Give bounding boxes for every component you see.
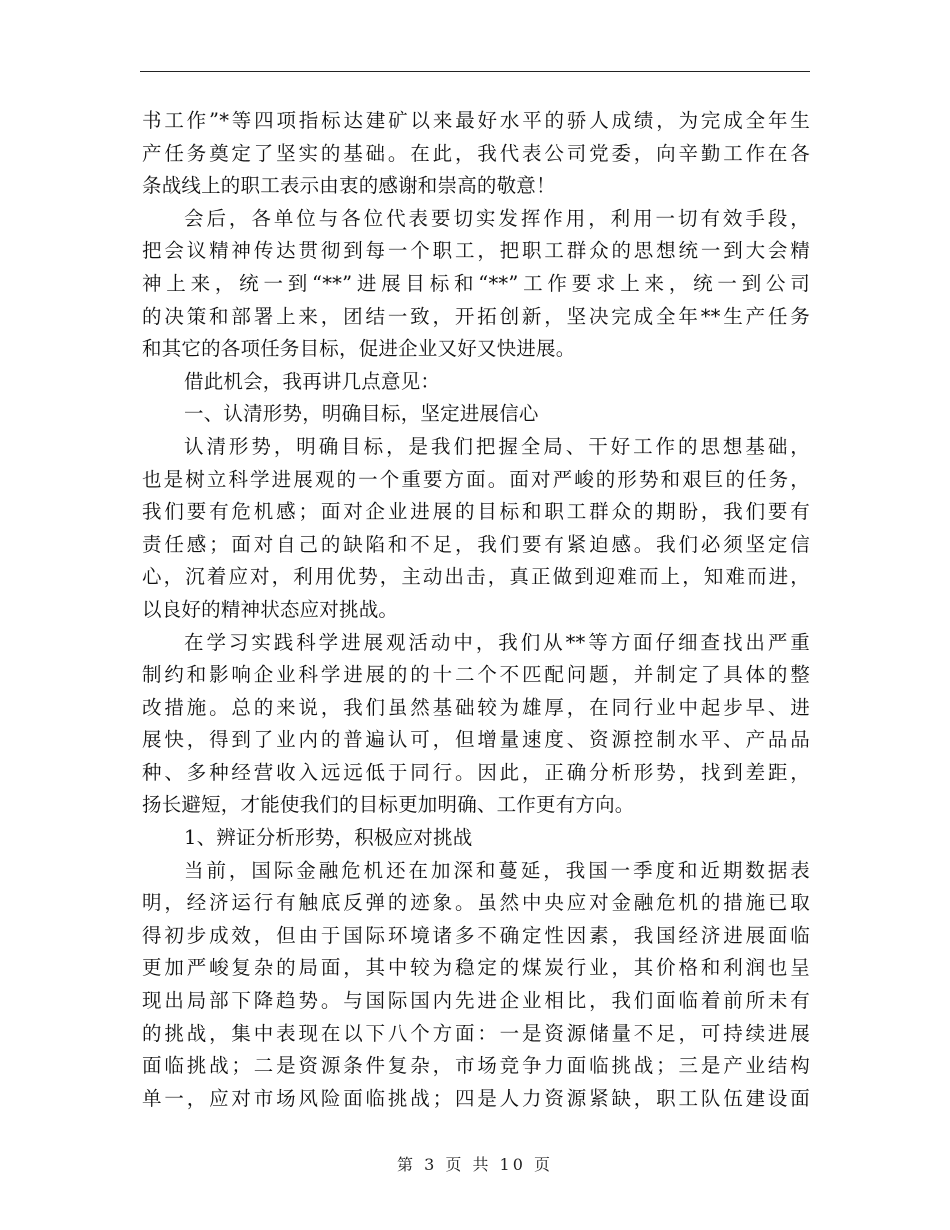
text-line: 在学习实践科学进展观活动中，我们从**等方面仔细查找出严重 <box>184 630 810 654</box>
text-line: 我们要有危机感；面对企业进展的目标和职工群众的期盼，我们要有 <box>142 500 810 524</box>
subsection-heading <box>142 822 810 855</box>
text-line: 条战线上的职工表示由衷的感谢和崇高的敬意！ <box>142 174 556 198</box>
text-line: 心，沉着应对，利用优势，主动出击，真正做到迎难而上，知难而进， <box>142 565 810 589</box>
paragraph <box>142 855 810 1116</box>
paragraph <box>142 627 810 823</box>
page-number-footer: 第 3 页 共 10 页 <box>397 1155 553 1174</box>
text-line: 明，经济运行有触底反弹的迹象。虽然中央应对金融危机的措施已取 <box>142 891 810 915</box>
text-line: 神上来，统一到“**”进展目标和“**”工作要求上来，统一到公司 <box>142 271 810 295</box>
text-line: 单一，应对市场风险面临挑战；四是人力资源紧缺，职工队伍建设面 <box>142 1086 810 1110</box>
text-line: 当前，国际金融危机还在加深和蔓延，我国一季度和近期数据表 <box>184 858 810 882</box>
paragraph <box>142 203 810 366</box>
text-line: 的挑战，集中表现在以下八个方面：一是资源储量不足，可持续进展 <box>142 1021 810 1045</box>
paragraph <box>142 105 810 203</box>
text-line: 扬长避短，才能使我们的目标更加明确、工作更有方向。 <box>142 793 635 817</box>
text-line: 认清形势，明确目标，是我们把握全局、干好工作的思想基础， <box>184 434 810 458</box>
section-heading <box>142 398 810 431</box>
document-body <box>142 105 810 1115</box>
text-line: 产任务奠定了坚实的基础。在此，我代表公司党委，向辛勤工作在各 <box>142 141 810 165</box>
text-line: 现出局部下降趋势。与国际国内先进企业相比，我们面临着前所未有 <box>142 989 810 1013</box>
text-line: 和其它的各项任务目标，促进企业又好又快进展。 <box>142 337 576 361</box>
text-line: 改措施。总的来说，我们虽然基础较为雄厚，在同行业中起步早、进 <box>142 695 810 719</box>
paragraph <box>142 431 810 627</box>
text-line: 制约和影响企业科学进展的的十二个不匹配问题，并制定了具体的整 <box>142 663 810 687</box>
paragraph <box>142 366 810 399</box>
text-line: 会后，各单位与各位代表要切实发挥作用，利用一切有效手段， <box>184 206 810 230</box>
header-rule <box>140 71 810 72</box>
text-line: 展快，得到了业内的普遍认可，但增量速度、资源控制水平、产品品 <box>142 728 810 752</box>
text-line: 的决策和部署上来，团结一致，开拓创新，坚决完成全年**生产任务 <box>142 304 810 328</box>
text-line: 种、多种经营收入远远低于同行。因此，正确分析形势，找到差距， <box>142 760 810 784</box>
text-line: 更加严峻复杂的局面，其中较为稳定的煤炭行业，其价格和利润也呈 <box>142 956 810 980</box>
text-line: 1、辨证分析形势，积极应对挑战 <box>184 826 473 850</box>
text-line: 书工作”*等四项指标达建矿以来最好水平的骄人成绩，为完成全年生 <box>142 109 810 132</box>
text-line: 把会议精神传达贯彻到每一个职工，把职工群众的思想统一到大会精 <box>142 239 810 263</box>
text-line: 面临挑战；二是资源条件复杂，市场竞争力面临挑战；三是产业结构 <box>142 1054 810 1078</box>
text-line: 责任感；面对自己的缺陷和不足，我们要有紧迫感。我们必须坚定信 <box>142 532 810 556</box>
text-line: 一、认清形势，明确目标，坚定进展信心 <box>184 402 539 426</box>
text-line: 也是树立科学进展观的一个重要方面。面对严峻的形势和艰巨的任务， <box>142 467 810 491</box>
text-line: 以良好的精神状态应对挑战。 <box>142 597 399 621</box>
text-line: 借此机会，我再讲几点意见： <box>184 369 441 393</box>
text-line: 得初步成效，但由于国际环境诸多不确定性因素，我国经济进展面临 <box>142 923 810 947</box>
